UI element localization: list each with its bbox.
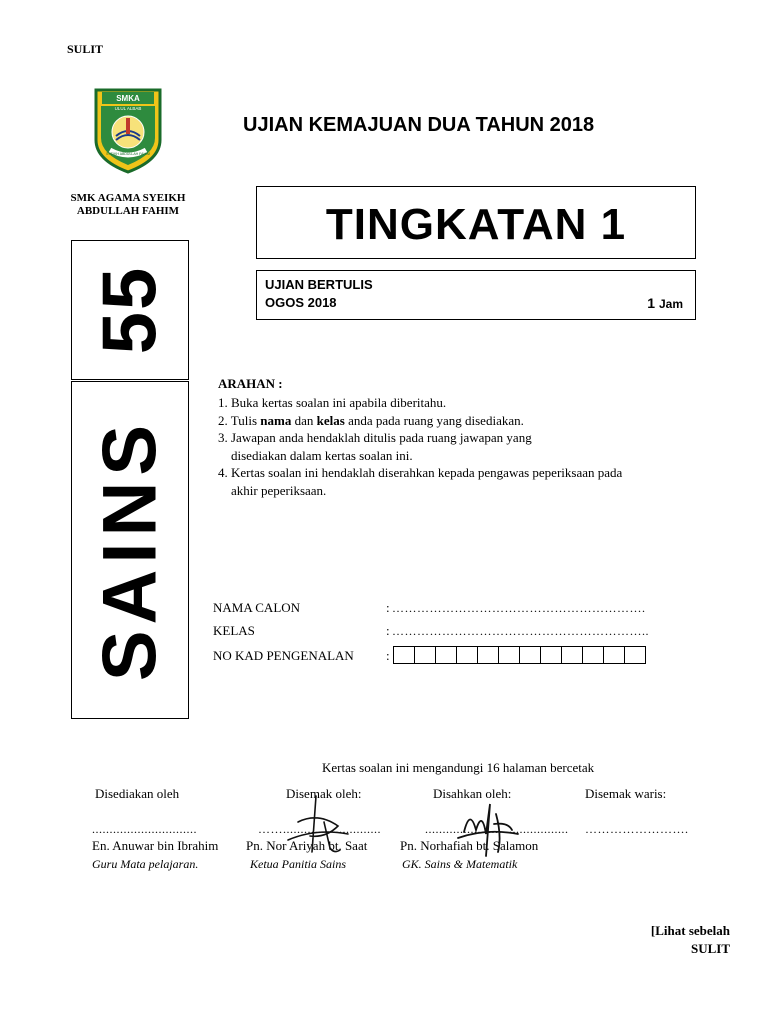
- ic-digit-box[interactable]: [393, 646, 415, 664]
- subject-box: [71, 381, 189, 719]
- instruction-item: akhir peperiksaan.: [218, 482, 327, 498]
- ic-digit-box[interactable]: [477, 646, 499, 664]
- class-field[interactable]: ……………………………………………………..: [392, 624, 649, 638]
- ic-digit-box[interactable]: [498, 646, 520, 664]
- instruction-item: 1. Buka kertas soalan ini apabila diberitahu.: [218, 395, 447, 410]
- reviewer-role: Ketua Panitia Sains: [250, 857, 346, 871]
- signature-line[interactable]: …………………….: [585, 822, 689, 836]
- paper-type: UJIAN BERTULIS: [265, 277, 373, 292]
- pages-note: Kertas soalan ini mengandungi 16 halaman bercetak: [322, 760, 595, 775]
- see-next-page: [Lihat sebelah: [650, 923, 730, 938]
- instruction-item: 3. Jawapan anda hendaklah ditulis pada ruang jawapan yang: [218, 430, 532, 445]
- ic-digit-box[interactable]: [519, 646, 541, 664]
- classification-top: SULIT: [67, 42, 104, 56]
- instruction-item: 2. Tulis nama dan kelas anda pada ruang yang disediakan.: [218, 412, 524, 428]
- exam-month: OGOS 2018: [265, 295, 337, 310]
- colon: :: [386, 600, 390, 615]
- class-label: KELAS: [213, 623, 255, 638]
- svg-text:SMKA: SMKA: [116, 94, 140, 103]
- ic-digit-box[interactable]: [435, 646, 457, 664]
- ic-digit-box[interactable]: [540, 646, 562, 664]
- colon: :: [386, 648, 390, 663]
- svg-text:ULUL ALBAB: ULUL ALBAB: [114, 106, 142, 111]
- signature-line: ..............................: [92, 822, 197, 836]
- signature-line: .........................................: [425, 822, 569, 836]
- candidate-name-field[interactable]: …………………………………………………….: [392, 601, 646, 615]
- ic-number-grid[interactable]: [394, 646, 646, 664]
- paper-info-box: [256, 270, 696, 320]
- subject-name: SAINS: [87, 418, 173, 682]
- preparer-role: Guru Mata pelajaran.: [92, 857, 199, 871]
- school-logo: [92, 86, 164, 174]
- paper-code-box: [71, 240, 189, 380]
- guardian-check-heading: Disemak waris:: [585, 786, 667, 801]
- exam-duration: 1 Jam: [647, 295, 683, 311]
- reviewed-by-heading: Disemak oleh:: [286, 786, 362, 801]
- reviewer-signature: [268, 792, 358, 864]
- candidate-name-label: NAMA CALON: [213, 600, 301, 615]
- form-level: TINGKATAN 1: [325, 200, 627, 249]
- colon: :: [386, 623, 390, 638]
- form-level-box: [256, 186, 696, 259]
- ic-digit-box[interactable]: [582, 646, 604, 664]
- instructions-list: [218, 394, 688, 499]
- approver-name: Pn. Norhafiah bt. Salamon: [400, 838, 539, 853]
- svg-text:SYEIKH ABDULLAH FAHIM: SYEIKH ABDULLAH FAHIM: [106, 152, 150, 156]
- ic-number-label: NO KAD PENGENALAN: [213, 648, 354, 663]
- ic-digit-box[interactable]: [603, 646, 625, 664]
- ic-digit-box[interactable]: [561, 646, 583, 664]
- approver-role: GK. Sains & Matematik: [402, 857, 518, 871]
- classification-bottom: SULIT: [690, 941, 730, 956]
- instruction-item: 4. Kertas soalan ini hendaklah diserahkan kepada pengawas peperiksaan pada: [218, 465, 623, 480]
- preparer-name: En. Anuwar bin Ibrahim: [92, 838, 219, 853]
- prepared-by-heading: Disediakan oleh: [95, 786, 180, 801]
- exam-title: UJIAN KEMAJUAN DUA TAHUN 2018: [243, 114, 595, 136]
- paper-code: 55: [87, 265, 173, 355]
- ic-digit-box[interactable]: [456, 646, 478, 664]
- ic-digit-box[interactable]: [624, 646, 646, 664]
- approved-by-heading: Disahkan oleh:: [433, 786, 512, 801]
- reviewer-name: Pn. Nor Ariyah bt. Saat: [246, 838, 368, 853]
- school-name: SMK AGAMA SYEIKH ABDULLAH FAHIM: [70, 192, 186, 217]
- instructions-heading: ARAHAN :: [218, 376, 283, 391]
- signature-line: ……............................: [258, 822, 381, 836]
- ic-digit-box[interactable]: [414, 646, 436, 664]
- approver-signature: [446, 800, 526, 862]
- instruction-item: disediakan dalam kertas soalan ini.: [218, 447, 413, 463]
